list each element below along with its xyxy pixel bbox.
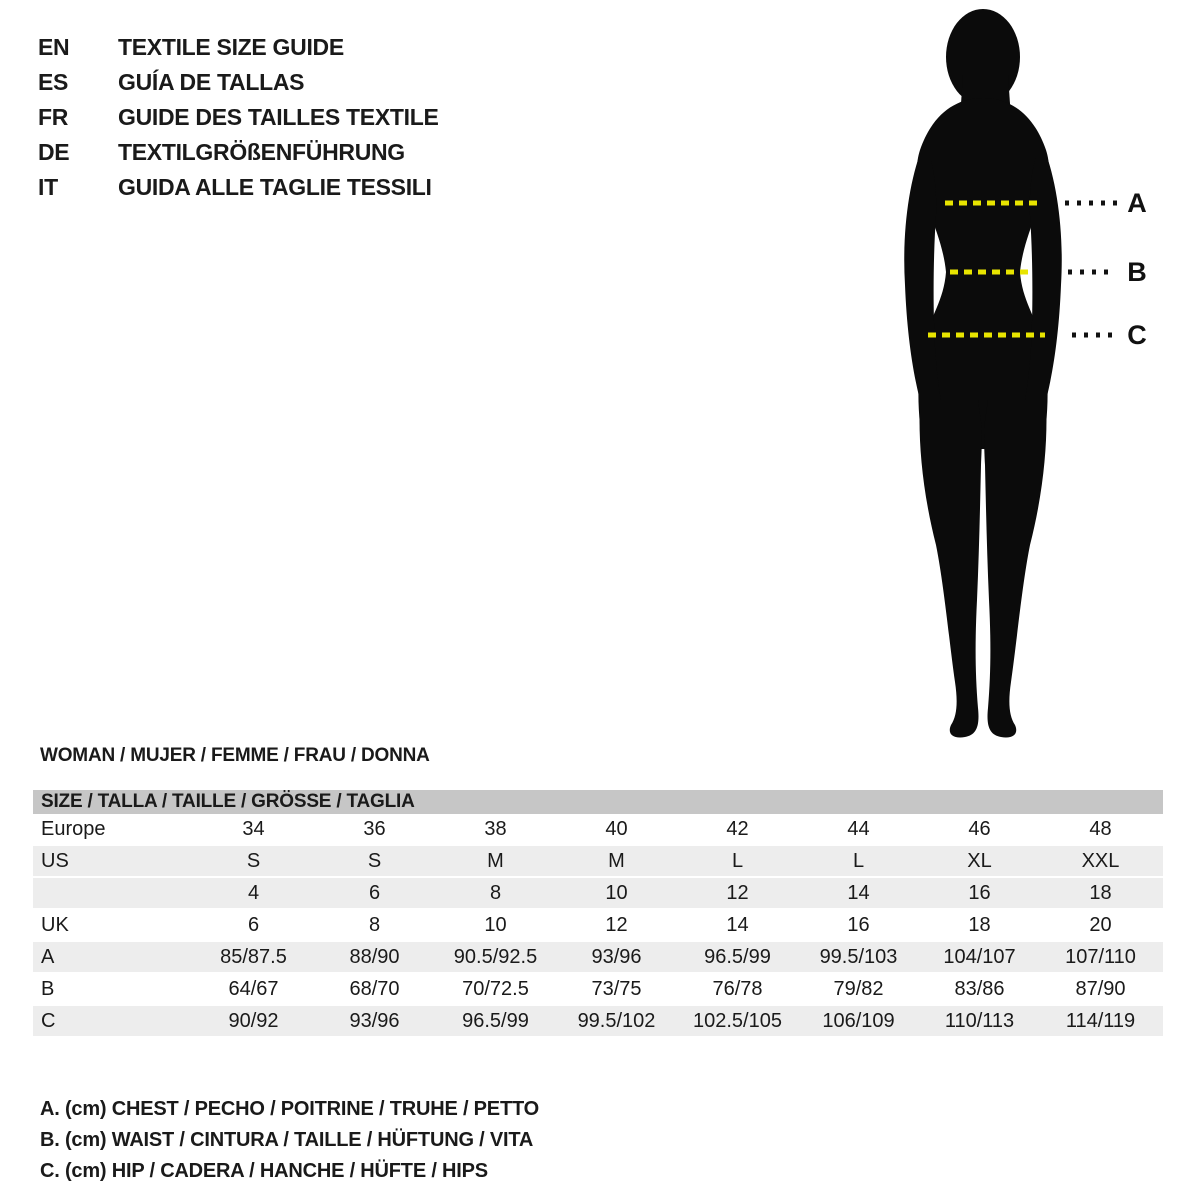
table-cell: 87/90 xyxy=(1075,977,1126,1000)
table-cell: 73/75 xyxy=(591,977,642,1000)
table-cell: 12 xyxy=(726,881,749,904)
guide-title-fr: GUIDE DES TAILLES TEXTILE xyxy=(118,104,439,130)
table-row-label: A xyxy=(41,945,55,968)
table-cell: 42 xyxy=(726,817,749,840)
table-cell: 64/67 xyxy=(228,977,279,1000)
table-cell: 18 xyxy=(1089,881,1112,904)
language-code: ES xyxy=(38,69,69,95)
language-row-es xyxy=(38,65,439,100)
marker-label-hip: C xyxy=(1127,320,1147,350)
table-cell: 104/107 xyxy=(943,945,1016,968)
table-cell: 106/109 xyxy=(822,1009,895,1032)
table-row-label: UK xyxy=(41,913,69,936)
table-cell: L xyxy=(731,849,744,872)
table-cell: 46 xyxy=(968,817,991,840)
table-cell: 34 xyxy=(242,817,265,840)
table-cell: 36 xyxy=(363,817,386,840)
table-cell: 8 xyxy=(368,913,381,936)
table-cell: 99.5/102 xyxy=(577,1009,656,1032)
table-cell: 93/96 xyxy=(591,945,642,968)
table-row-label: C xyxy=(41,1009,56,1032)
table-cell: L xyxy=(852,849,865,872)
table-cell: 10 xyxy=(484,913,507,936)
table-row xyxy=(33,942,1163,972)
guide-title-es: GUÍA DE TALLAS xyxy=(118,69,305,95)
table-cell: 14 xyxy=(726,913,749,936)
legend-line-waist: B. (cm) WAIST / CINTURA / TAILLE / HÜFTUNG / VITA xyxy=(40,1129,534,1151)
table-cell: 68/70 xyxy=(349,977,400,1000)
table-cell: S xyxy=(367,849,382,872)
language-code: DE xyxy=(38,139,70,165)
table-cell: 76/78 xyxy=(712,977,763,1000)
table-cell: 88/90 xyxy=(349,945,400,968)
table-cell: 85/87.5 xyxy=(220,945,287,968)
table-cell: 90/92 xyxy=(228,1009,279,1032)
guide-title-it: GUIDA ALLE TAGLIE TESSILI xyxy=(118,174,432,200)
language-code: FR xyxy=(38,104,69,130)
table-cell: 10 xyxy=(605,881,628,904)
table-cell: 8 xyxy=(489,881,502,904)
table-cell: 16 xyxy=(968,881,991,904)
table-row-label: Europe xyxy=(41,817,106,840)
language-code: EN xyxy=(38,34,70,60)
table-cell: 38 xyxy=(484,817,507,840)
table-cell: 93/96 xyxy=(349,1009,400,1032)
table-cell: 6 xyxy=(247,913,260,936)
table-cell: 96.5/99 xyxy=(462,1009,529,1032)
marker-label-chest: A xyxy=(1127,188,1147,218)
table-cell: S xyxy=(246,849,261,872)
table-cell: 18 xyxy=(968,913,991,936)
table-cell: 114/119 xyxy=(1065,1009,1136,1032)
size-table-body xyxy=(33,814,1163,1036)
table-cell: 102.5/105 xyxy=(693,1009,782,1032)
language-row-it xyxy=(38,170,439,205)
table-cell: 44 xyxy=(847,817,870,840)
table-cell: 107/110 xyxy=(1065,945,1136,968)
table-row xyxy=(33,974,1163,1004)
table-cell: XL xyxy=(967,849,992,872)
woman-silhouette xyxy=(904,9,1062,737)
table-cell: 96.5/99 xyxy=(704,945,771,968)
table-cell: 16 xyxy=(847,913,870,936)
legend-line-chest: A. (cm) CHEST / PECHO / POITRINE / TRUHE / PETTO xyxy=(40,1098,539,1120)
size-table-header: SIZE / TALLA / TAILLE / GRÖSSE / TAGLIA xyxy=(33,790,1163,814)
gender-section-title: WOMAN / MUJER / FEMME / FRAU / DONNA xyxy=(40,745,430,766)
table-row xyxy=(33,878,1163,908)
language-code: IT xyxy=(38,174,58,200)
table-cell: 48 xyxy=(1089,817,1112,840)
table-row xyxy=(33,814,1163,844)
language-row-de xyxy=(38,135,439,170)
table-row-label: US xyxy=(41,849,69,872)
table-cell: M xyxy=(487,849,504,872)
guide-title-de: TEXTILGRÖßENFÜHRUNG xyxy=(118,139,405,165)
table-row xyxy=(33,846,1163,876)
table-cell: 79/82 xyxy=(833,977,884,1000)
table-cell: 83/86 xyxy=(954,977,1005,1000)
table-cell: 4 xyxy=(247,881,260,904)
size-table xyxy=(33,790,1163,1038)
table-cell: 99.5/103 xyxy=(819,945,898,968)
table-cell: 6 xyxy=(368,881,381,904)
table-row xyxy=(33,910,1163,940)
marker-label-waist: B xyxy=(1127,257,1147,287)
table-cell: 70/72.5 xyxy=(462,977,529,1000)
table-cell: XXL xyxy=(1081,849,1120,872)
guide-title-en: TEXTILE SIZE GUIDE xyxy=(118,34,344,60)
table-cell: 12 xyxy=(605,913,628,936)
table-cell: 40 xyxy=(605,817,628,840)
language-title-block xyxy=(38,30,439,205)
language-row-fr xyxy=(38,100,439,135)
language-row-en xyxy=(38,30,439,65)
table-cell: 20 xyxy=(1089,913,1112,936)
table-row-label: B xyxy=(41,977,55,1000)
table-cell: M xyxy=(608,849,625,872)
legend-line-hip: C. (cm) HIP / CADERA / HANCHE / HÜFTE / HIPS xyxy=(40,1160,488,1182)
table-cell: 110/113 xyxy=(944,1009,1015,1032)
woman-silhouette-figure xyxy=(860,0,1200,740)
table-cell: 14 xyxy=(847,881,870,904)
measurement-legend xyxy=(40,1094,539,1187)
table-cell: 90.5/92.5 xyxy=(453,945,538,968)
table-row xyxy=(33,1006,1163,1036)
